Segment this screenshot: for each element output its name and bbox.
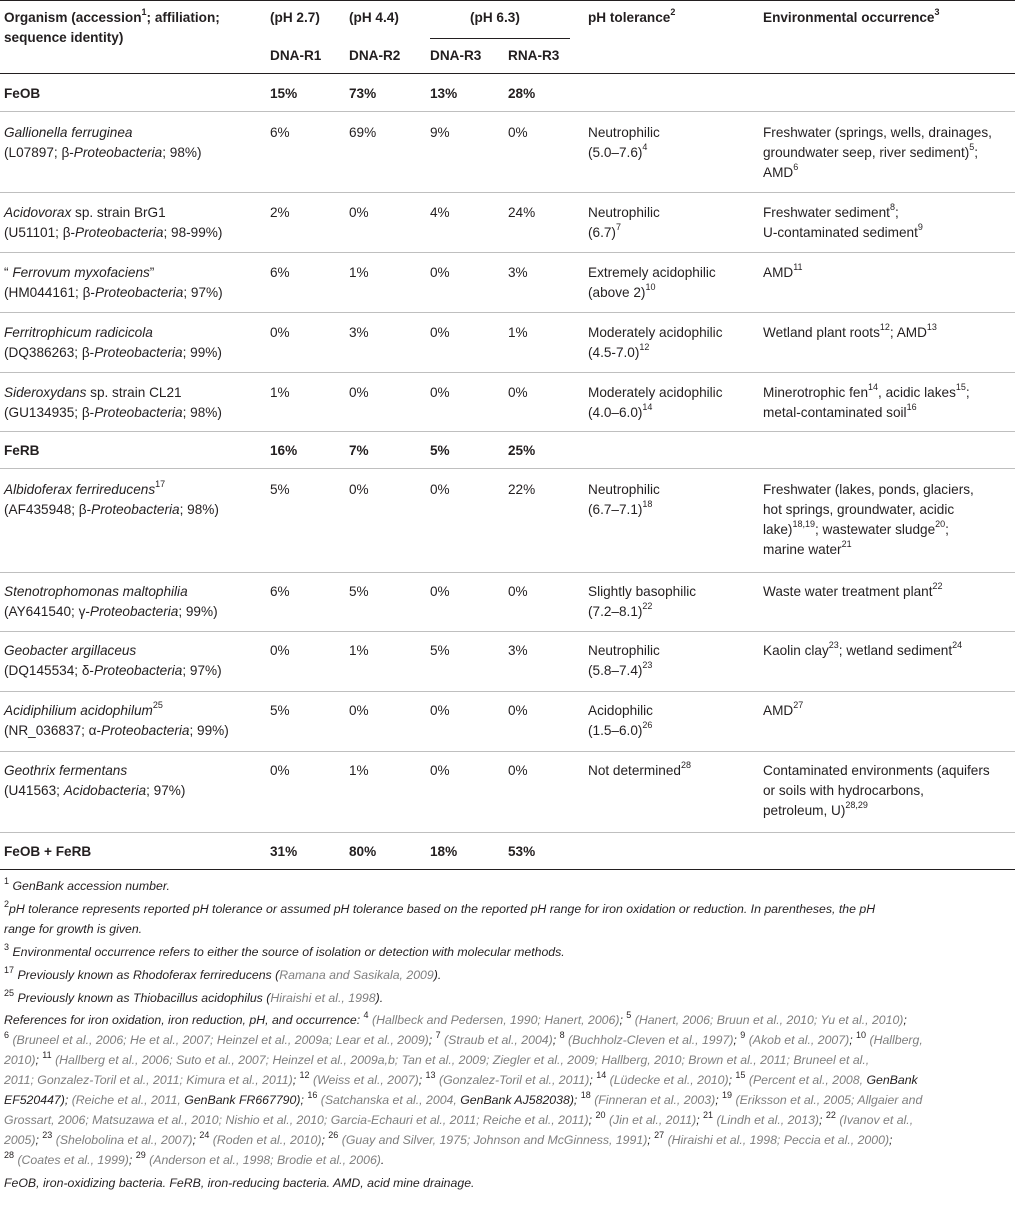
row-2-r2: 0%: [349, 205, 369, 220]
row-7-tolerance: Slightly basophilic: [588, 584, 697, 599]
group-total-r1: 31%: [270, 844, 298, 859]
row-9-rna: 0%: [508, 703, 528, 718]
footnote-17: $^{17}$ Previously known as Rhodoferax ferrireducens (Ramana and Sasikala, 2009).: [4, 964, 442, 982]
row-10-env: Contaminated environments (aquifers: [763, 763, 990, 778]
header-ph-63: (pH 6.3): [470, 10, 520, 25]
row-3-r2: 1%: [349, 265, 369, 280]
header-bottom-rule: [0, 73, 1015, 74]
references-line-4: 2011; Gonzalez-Toril et al., 2011; Kimura et al., 2011); $^{12}$ (Weiss et al., 2007); $^{13}$ (Gonzalez-Toril et al., 2011); $^{14}$ (Lüdecke et al., 2010); $^{15}$ (Percent et al., 2008, GenBank: [4, 1069, 918, 1087]
row-9-accession: (NR_036837; α-Proteobacteria; 99%): [4, 723, 229, 738]
row-6-tolerance: Neutrophilic: [588, 482, 660, 497]
row-9-r1: 5%: [270, 703, 290, 718]
row-6-env-4: marine water$^{21}$: [763, 539, 852, 557]
row-4-r1: 0%: [270, 325, 290, 340]
row-5-env-2: metal-contaminated soil$^{16}$: [763, 402, 917, 420]
row-8-r1: 0%: [270, 643, 290, 658]
footnote-2-line2: range for growth is given.: [4, 922, 143, 936]
row-10-accession: (U41563; Acidobacteria; 97%): [4, 783, 186, 798]
row-9-organism: Acidiphilium acidophilum$^{25}$: [4, 700, 163, 718]
row-4-env: Wetland plant roots$^{12}$; AMD$^{13}$: [763, 322, 937, 340]
row-4-rna: 1%: [508, 325, 528, 340]
table-top-rule: [0, 0, 1015, 1]
row-4-organism: Ferritrophicum radicicola: [4, 325, 153, 340]
row-1-r2: 69%: [349, 125, 377, 140]
row-2-r3: 4%: [430, 205, 450, 220]
row-6-env-2: hot springs, groundwater, acidic: [763, 502, 955, 517]
header-ph-27: (pH 2.7): [270, 10, 320, 25]
row-2-accession: (U51101; β-Proteobacteria; 98-99%): [4, 225, 223, 240]
header-ph-44: (pH 4.4): [349, 10, 399, 25]
row-1-tolerance-range: $(5.0-7.6)^4$: [588, 142, 648, 160]
row-8-env: Kaolin clay$^{23}$; wetland sediment$^{24}$: [763, 640, 963, 658]
row-9-r3: 0%: [430, 703, 450, 718]
row-7-r2: 5%: [349, 584, 369, 599]
row-9-r2: 0%: [349, 703, 369, 718]
footnote-2: $^2$pH tolerance represents reported pH tolerance or assumed pH tolerance based on the reported pH range for iron oxidation or reduction. In parentheses, the pH: [4, 898, 876, 916]
row-8-rna: 3%: [508, 643, 528, 658]
row-6-r3: 0%: [430, 482, 450, 497]
row-3-organism: “ Ferrovum myxofaciens”: [4, 265, 155, 280]
row-2-r1: 2%: [270, 205, 290, 220]
row-8-organism: Geobacter argillaceus: [4, 643, 137, 658]
row-5-organism: Sideroxydans sp. strain CL21: [4, 385, 182, 400]
group-ferb-r1: 16%: [270, 443, 298, 458]
row-6-r1: 5%: [270, 482, 290, 497]
row-10-r1: 0%: [270, 763, 290, 778]
row-divider: [0, 572, 1015, 573]
group-total-label: FeOB + FeRB: [4, 844, 92, 859]
header-organism: Organism (accession$^1$; affiliation;: [4, 7, 220, 25]
group-ferb-label: FeRB: [4, 443, 40, 458]
row-6-env: Freshwater (lakes, ponds, glaciers,: [763, 482, 974, 497]
row-2-rna: 24%: [508, 205, 536, 220]
row-1-r1: 6%: [270, 125, 290, 140]
row-2-env: Freshwater sediment$^8$;: [763, 202, 899, 220]
row-5-r3: 0%: [430, 385, 450, 400]
row-10-organism: Geothrix fermentans: [4, 763, 128, 778]
row-divider: [0, 192, 1015, 193]
references-line-6: Grossart, 2006; Matsuzawa et al., 2010; Nishio et al., 2010; Garcia-Echauri et al., 2011; Reiche et al., 2011); $^{20}$ (Jin et al., 2011); $^{21}$ (Lindh et al., 2013); $^{22}$ (Ivanov et al.,: [4, 1109, 914, 1127]
row-7-organism: Stenotrophomonas maltophilia: [4, 584, 188, 599]
references-line-5: EF520447); (Reiche et al., 2011, GenBank FR667790); $^{16}$ (Satchanska et al., 2004, GenBank AJ582038); $^{18}$ (Finneran et al., 2003); $^{19}$ (Eriksson et al., 2005; Allgaier and: [4, 1089, 923, 1107]
row-10-rna: 0%: [508, 763, 528, 778]
row-2-organism: Acidovorax sp. strain BrG1: [4, 205, 166, 220]
row-1-r3: 9%: [430, 125, 450, 140]
references-line-2: $^6$ (Bruneel et al., 2006; He et al., 2007; Heinzel et al., 2009a; Lear et al., 2009); $^7$ (Straub et al., 2004); $^8$ (Buchholz-Cleven et al., 1997); $^9$ (Akob et al., 2007); $^{10}$ (Hallberg,: [4, 1029, 923, 1047]
row-7-tolerance-range: $(7.2-8.1)^{22}$: [588, 601, 653, 619]
group-total-rna: 53%: [508, 844, 536, 859]
row-3-rna: 3%: [508, 265, 528, 280]
row-6-tolerance-range: $(6.7-7.1)^{18}$: [588, 499, 653, 517]
group-total-r3: 18%: [430, 844, 458, 859]
row-divider: [0, 468, 1015, 469]
row-divider: [0, 252, 1015, 253]
row-10-env-3: petroleum, U)$^{28,29}$: [763, 800, 868, 818]
row-1-rna: 0%: [508, 125, 528, 140]
row-2-tolerance: Neutrophilic: [588, 205, 660, 220]
row-5-rna: 0%: [508, 385, 528, 400]
row-1-env-3: AMD$^6$: [763, 162, 799, 180]
row-10-env-2: or soils with hydrocarbons,: [763, 783, 924, 798]
row-4-r3: 0%: [430, 325, 450, 340]
row-3-env: AMD$^{11}$: [763, 262, 803, 280]
row-1-accession: (L07897; β-Proteobacteria; 98%): [4, 145, 202, 160]
header-dna-r3: DNA-R3: [430, 48, 482, 63]
row-10-r2: 1%: [349, 763, 369, 778]
header-ph-63-rule: [430, 38, 570, 39]
header-dna-r1: DNA-R1: [270, 48, 322, 63]
row-3-accession: (HM044161; β-Proteobacteria; 97%): [4, 285, 223, 300]
row-4-tolerance: Moderately acidophilic: [588, 325, 723, 340]
row-7-rna: 0%: [508, 584, 528, 599]
row-5-tolerance: Moderately acidophilic: [588, 385, 723, 400]
row-6-r2: 0%: [349, 482, 369, 497]
header-organism-line2: sequence identity): [4, 30, 124, 45]
row-6-accession: (AF435948; β-Proteobacteria; 98%): [4, 502, 219, 517]
row-6-organism: Albidoferax ferrireducens$^{17}$: [4, 479, 166, 497]
header-rna-r3: RNA-R3: [508, 48, 560, 63]
group-feob-rna: 28%: [508, 86, 536, 101]
row-9-tolerance-range: $(1.5-6.0)^{26}$: [588, 720, 653, 738]
row-10-tolerance: Not determined$^{28}$: [588, 760, 691, 778]
row-divider: [0, 312, 1015, 313]
row-6-env-3: lake)$^{18,19}$; wastewater sludge$^{20}$;: [763, 519, 949, 537]
row-divider: [0, 691, 1015, 692]
row-5-tolerance-range: $(4.0-6.0)^{14}$: [588, 402, 653, 420]
row-2-tolerance-range: $(6.7)^7$: [588, 222, 621, 240]
row-5-accession: (GU134935; β-Proteobacteria; 98%): [4, 405, 222, 420]
footnote-3: $^3$ Environmental occurrence refers to either the source of isolation or detection with molecular methods.: [4, 941, 565, 959]
row-3-tolerance: Extremely acidophilic: [588, 265, 716, 280]
header-dna-r2: DNA-R2: [349, 48, 401, 63]
row-4-tolerance-range: $(4.5-7.0)^{12}$: [588, 342, 650, 360]
header-environment: Environmental occurrence$^3$: [763, 7, 940, 25]
row-1-env-2: groundwater seep, river sediment)$^5$;: [763, 142, 979, 160]
abbreviations: FeOB, iron-oxidizing bacteria. FeRB, iron-reducing bacteria. AMD, acid mine drainage.: [4, 1176, 475, 1190]
group-feob-label: FeOB: [4, 86, 41, 101]
row-8-r3: 5%: [430, 643, 450, 658]
row-1-organism: Gallionella ferruginea: [4, 125, 133, 140]
row-2-env-2: U-contaminated sediment$^9$: [763, 222, 923, 240]
row-5-r2: 0%: [349, 385, 369, 400]
row-divider: [0, 631, 1015, 632]
row-7-r3: 0%: [430, 584, 450, 599]
references-line-8: $^{28}$ (Coates et al., 1999); $^{29}$ (Anderson et al., 1998; Brodie et al., 2006).: [4, 1149, 385, 1167]
row-4-r2: 3%: [349, 325, 369, 340]
table-bottom-rule: [0, 869, 1015, 870]
row-1-env: Freshwater (springs, wells, drainages,: [763, 125, 992, 140]
row-10-r3: 0%: [430, 763, 450, 778]
row-divider: [0, 372, 1015, 373]
row-6-rna: 22%: [508, 482, 536, 497]
group-feob-r3: 13%: [430, 86, 458, 101]
group-feob-r2: 73%: [349, 86, 377, 101]
group-total-r2: 80%: [349, 844, 377, 859]
row-divider: [0, 431, 1015, 432]
row-8-r2: 1%: [349, 643, 369, 658]
footnote-1: $^1$ GenBank accession number.: [4, 875, 170, 893]
row-divider: [0, 111, 1015, 112]
row-3-r1: 6%: [270, 265, 290, 280]
group-ferb-rna: 25%: [508, 443, 536, 458]
footnote-25: $^{25}$ Previously known as Thiobacillus acidophilus (Hiraishi et al., 1998).: [4, 987, 384, 1005]
group-feob-r1: 15%: [270, 86, 298, 101]
group-ferb-r2: 7%: [349, 443, 369, 458]
row-8-tolerance-range: $(5.8-7.4)^{23}$: [588, 660, 653, 678]
row-3-r3: 0%: [430, 265, 450, 280]
header-ph-tolerance: pH tolerance$^2$: [588, 7, 676, 25]
row-1-tolerance: Neutrophilic: [588, 125, 660, 140]
row-7-r1: 6%: [270, 584, 290, 599]
row-5-env: Minerotrophic fen$^{14}$, acidic lakes$^{15}$;: [763, 382, 970, 400]
row-7-accession: (AY641540; γ-Proteobacteria; 99%): [4, 604, 218, 619]
row-9-env: AMD$^{27}$: [763, 700, 804, 718]
references-line-1: References for iron oxidation, iron reduction, pH, and occurrence: $^4$ (Hallbeck and Pedersen, 1990; Hanert, 2006); $^5$ (Hanert, 2006; Bruun et al., 2010; Yu et al., 2010);: [4, 1009, 907, 1027]
row-divider: [0, 751, 1015, 752]
references-line-7: 2005); $^{23}$ (Shelobolina et al., 2007); $^{24}$ (Roden et al., 2010); $^{26}$ (Guay and Silver, 1975; Johnson and McGinness, 1991); $^{27}$ (Hiraishi et al., 1998; Peccia et al., 2000);: [4, 1129, 893, 1147]
row-4-accession: (DQ386263; β-Proteobacteria; 99%): [4, 345, 222, 360]
row-9-tolerance: Acidophilic: [588, 703, 653, 718]
row-5-r1: 1%: [270, 385, 290, 400]
row-8-tolerance: Neutrophilic: [588, 643, 660, 658]
row-8-accession: (DQ145534; δ-Proteobacteria; 97%): [4, 663, 222, 678]
row-3-tolerance-range: (above 2)$^{10}$: [588, 282, 656, 300]
references-line-3: 2010); $^{11}$ (Hallberg et al., 2006; Suto et al., 2007; Heinzel et al., 2009a,b; Tan et al., 2009; Ziegler et al., 2009; Hallberg, 2010; Brown et al., 2011; Bruneel et al.,: [4, 1049, 870, 1067]
row-7-env: Waste water treatment plant$^{22}$: [763, 581, 943, 599]
group-ferb-r3: 5%: [430, 443, 450, 458]
row-divider: [0, 832, 1015, 833]
